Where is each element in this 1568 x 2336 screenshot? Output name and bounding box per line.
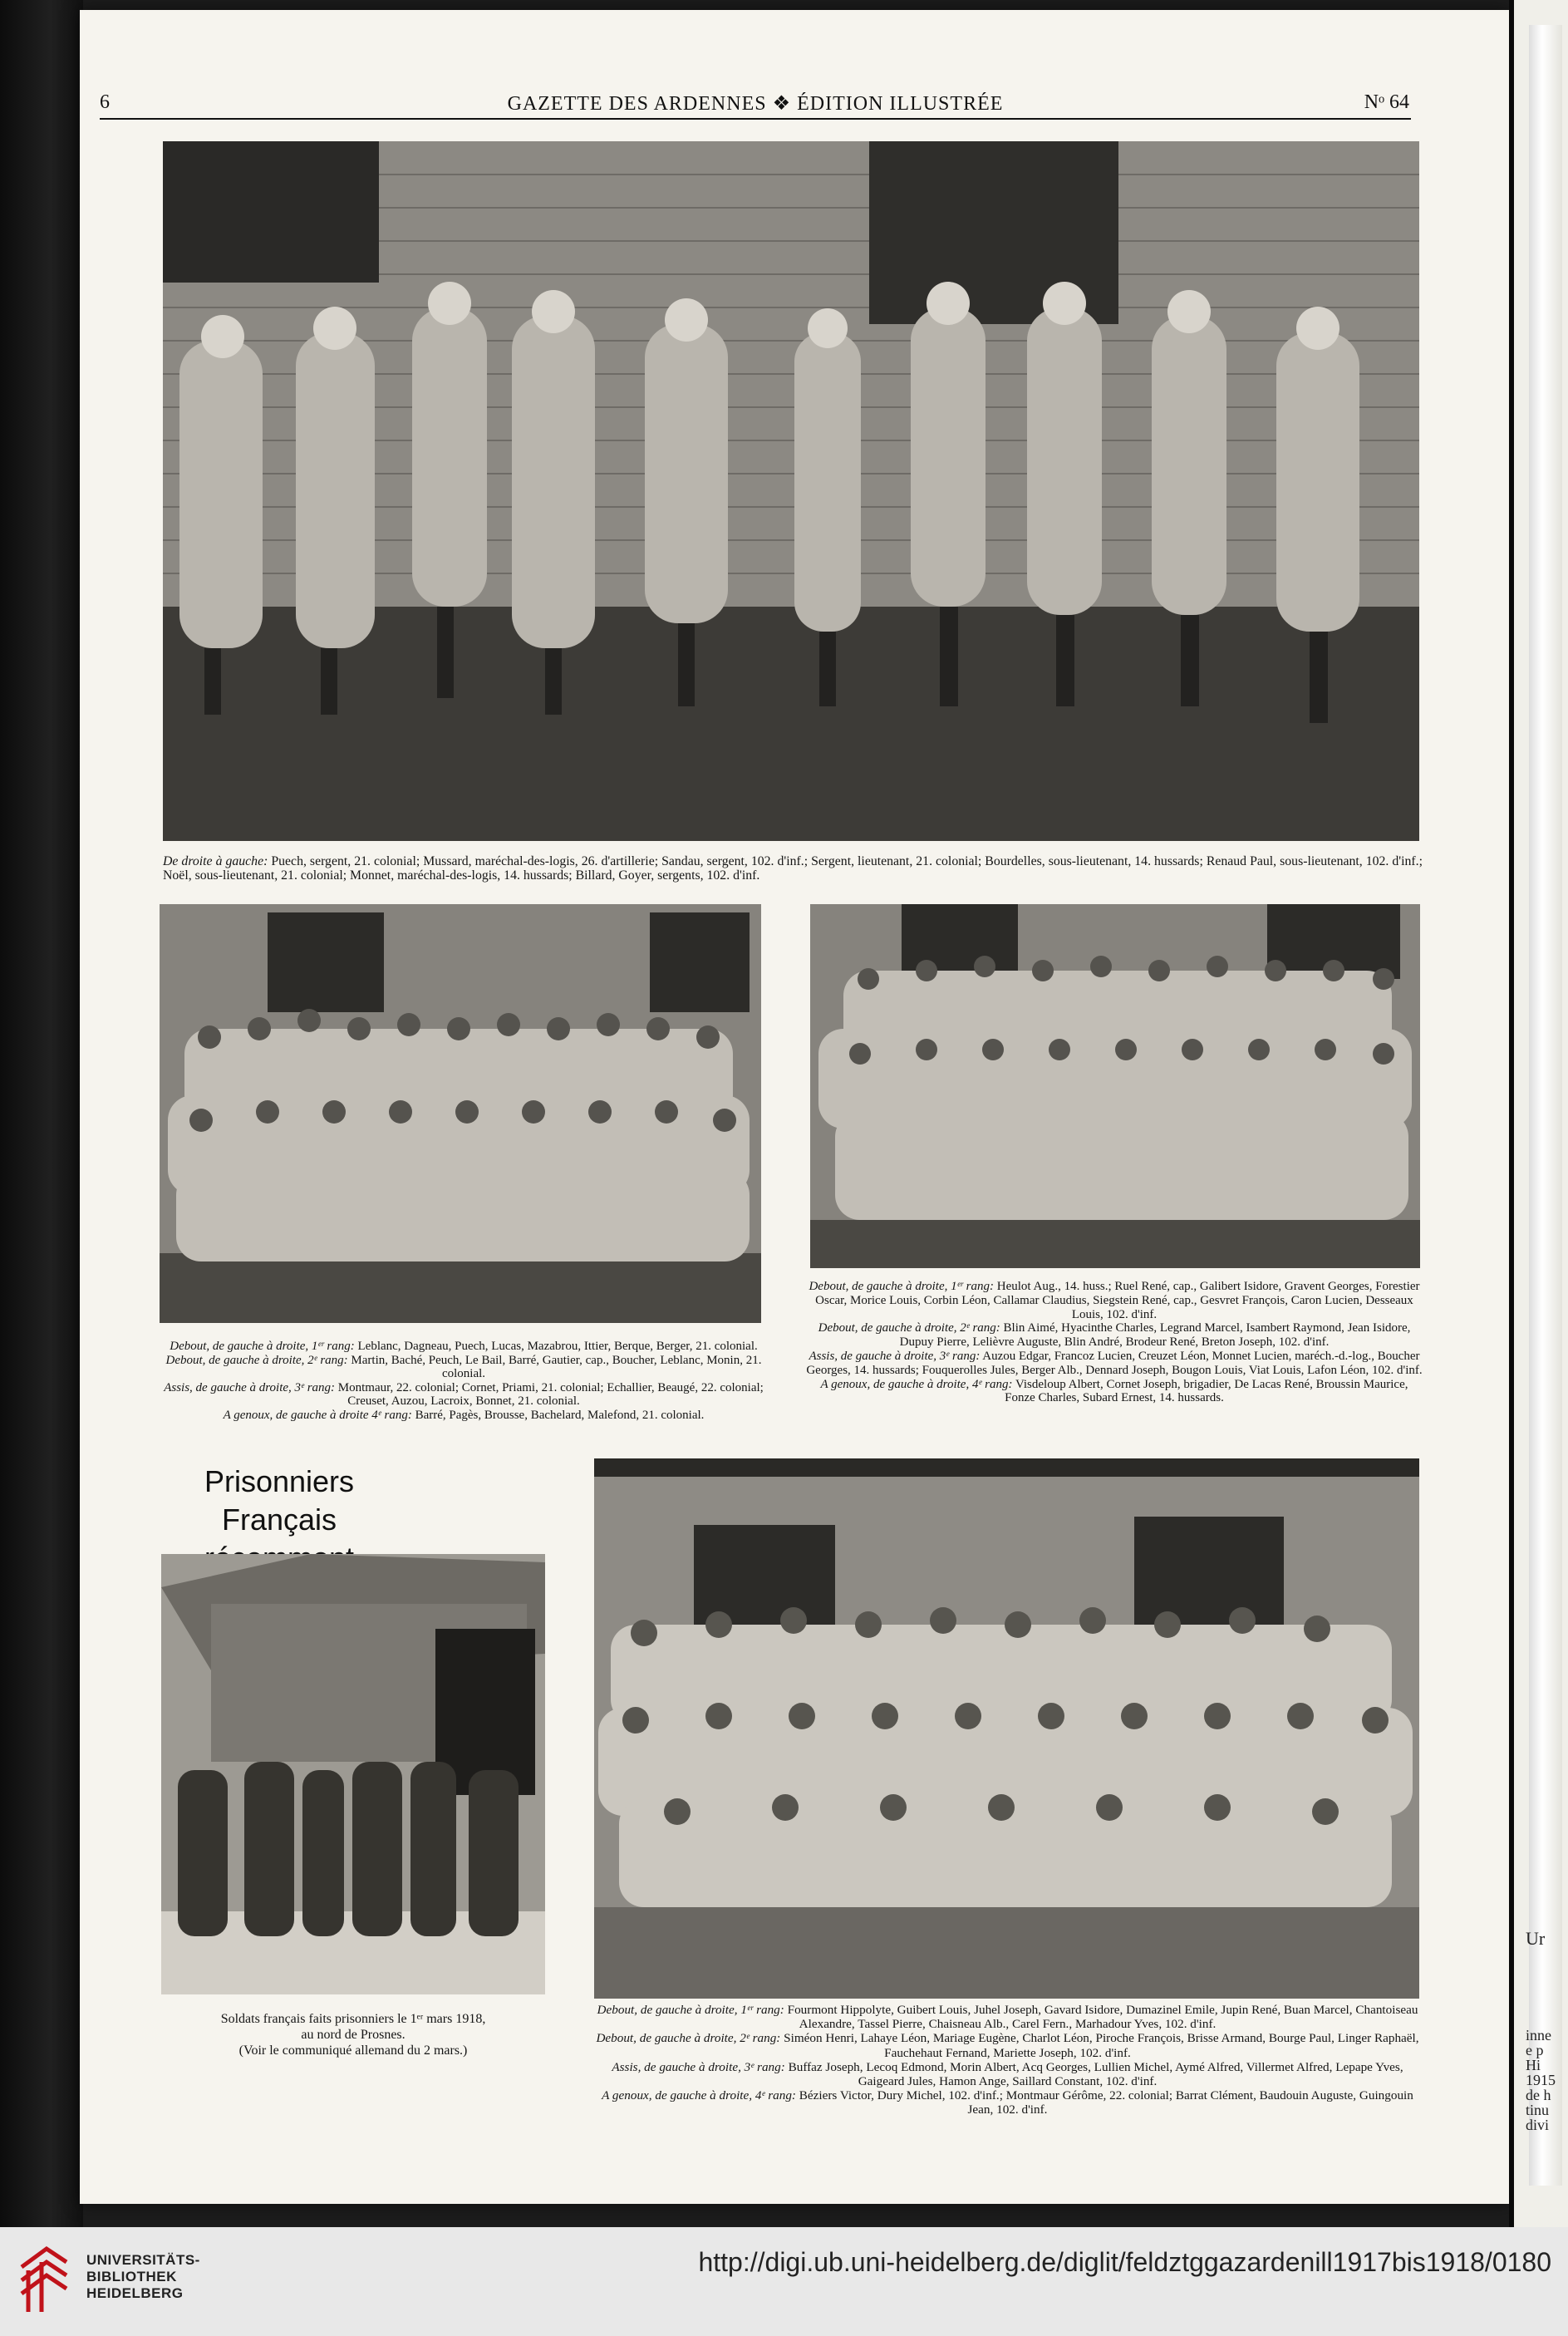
caption-lead: Debout, de gauche à droite, 2ᵉ rang: (596, 2031, 781, 2046)
caption-line: Soldats français faits prisonniers le 1ᵉʳ mars 1918, (220, 2012, 486, 2026)
caption-line (161, 1409, 766, 1423)
adjacent-page-fragment: Ur (1526, 1928, 1546, 1949)
caption-line: (Voir le communiqué allemand du 2 mars.) (238, 2043, 468, 2058)
caption-text: Barré, Pagès, Brousse, Bachelard, Malefond, 21. colonial. (411, 1408, 705, 1422)
middle-right-group-photo (810, 904, 1420, 1268)
caption-lead: A genoux, de gauche à droite, 4ᵉ rang: (820, 1377, 1013, 1391)
adjacent-page-fragment: inne (1526, 2027, 1551, 2043)
caption-lead: A genoux, de gauche à droite 4ᵉ rang: (223, 1408, 412, 1422)
caption-line (161, 1381, 766, 1409)
caption-lead: A genoux, de gauche à droite, 4ᵉ rang: (602, 2088, 796, 2103)
adjacent-page-fragment: tinu (1526, 2102, 1550, 2118)
top-group-photo (163, 141, 1419, 841)
scan-background-left (0, 0, 83, 2227)
adjacent-page-fragment: Hi (1526, 2057, 1541, 2073)
top-photo-caption (163, 854, 1423, 883)
page-number: 6 (100, 91, 110, 113)
adjacent-page-fragment: e p (1526, 2042, 1544, 2058)
bottom-right-group-photo (594, 1458, 1419, 1999)
caption-lead: Assis, de gauche à droite, 3ᵉ rang: (809, 1349, 981, 1363)
caption-text: Béziers Victor, Dury Michel, 102. d'inf.; Montmaur Gérôme, 22. colonial; Barrat Clément, Baudouin Auguste, Guingouin Jean, 102. d'inf. (795, 2088, 1413, 2117)
caption-line (594, 2003, 1421, 2031)
article-title-line: Prisonniers Français (204, 1464, 355, 1537)
adjacent-page-fragment: de h (1526, 2087, 1551, 2103)
library-name-line: HEIDELBERG (86, 2285, 184, 2301)
caption-text: Blin Aimé, Hyacinthe Charles, Legrand Marcel, Isambert Raymond, Jean Isidore, Dupuy Pierre, Lelièvre Auguste, Blin André, Brodeur René, Breton Joseph, 102. d'inf. (899, 1321, 1411, 1350)
library-name-line: UNIVERSITÄTS- (86, 2252, 200, 2268)
caption-line (806, 1280, 1423, 1321)
page-header (100, 81, 1411, 120)
caption-text: Fourmont Hippolyte, Guibert Louis, Juhel Joseph, Gavard Isidore, Dumazinel Emile, Jupin René, Buan Marcel, Chantoiseau Alexandre, Tassel Pierre, Chaisneau Alb., Carel Fern., Marhadour Yves, 102. d'inf. (784, 2003, 1418, 2032)
caption-text: Siméon Henri, Lahaye Léon, Mariage Eugène, Charlot Léon, Piroche François, Brisse Armand, Bourge Paul, Linger Raphaël, Fauchehaut Fernand, Mariette Joseph, 102. d'inf. (780, 2031, 1419, 2060)
source-url-link[interactable]: http://digi.ub.uni-heidelberg.de/diglit/feldztggazardenill1917bis1918/0180 (698, 2247, 1551, 2277)
caption-line (594, 2031, 1421, 2059)
caption-line: au nord de Prosnes. (301, 2028, 406, 2042)
library-footer (0, 2227, 1568, 2336)
bottom-left-group-photo (161, 1554, 545, 1994)
caption-lead: Debout, de gauche à droite, 1ᵉʳ rang: (597, 2003, 784, 2017)
issue-number: Nᵒ 64 (1364, 91, 1409, 113)
caption-text: Leblanc, Dagneau, Puech, Lucas, Mazabrou, Ittier, Berque, Berger, 21. colonial. (354, 1340, 758, 1353)
caption-text: Visdeloup Albert, Cornet Joseph, brigadier, De Lacas René, Broussin Maurice, Fonze Charles, Subard Ernest, 14. hussards. (1005, 1377, 1408, 1405)
caption-line (806, 1350, 1423, 1378)
caption-line (594, 2088, 1421, 2117)
university-library-logo-icon[interactable] (17, 2242, 71, 2319)
bottom-left-caption (161, 2011, 545, 2058)
caption-text: Martin, Baché, Peuch, Le Bail, Barré, Gautier, cap., Boucher, Leblanc, Monin, 21. colonial. (347, 1353, 762, 1381)
caption-text: Auzou Edgar, Francoz Lucien, Creuzet Léon, Monnet Lucien, maréch.-d.-log., Boucher Georges, 14. hussards; Fouquerolles Jules, Berger Alb., Dennard Joseph, Bougon Louis, Viat Louis, Lafon Léon, 102. d'inf. (806, 1349, 1423, 1377)
page-edge (1529, 25, 1562, 2186)
middle-right-caption (806, 1280, 1423, 1405)
adjacent-page-fragment: divi (1526, 2117, 1550, 2133)
caption-line (594, 2060, 1421, 2088)
adjacent-page-fragment: 1915 (1526, 2072, 1556, 2088)
caption-lead: Debout, de gauche à droite, 2ᵉ rang: (165, 1353, 348, 1367)
bottom-right-caption (594, 2003, 1421, 2117)
caption-text: Buffaz Joseph, Lecoq Edmond, Morin Albert, Acq Georges, Lullien Michel, Aymé Alfred, Villermet Alfred, Lepape Yves, Gaigeard Jules, Hamon Ange, Saillard Constant, 102. d'inf. (784, 2059, 1403, 2089)
caption-line (161, 1340, 766, 1354)
publication-title: GAZETTE DES ARDENNES ❖ ÉDITION ILLUSTRÉE (507, 93, 1004, 115)
caption-lead: Assis, de gauche à droite, 3ᵉ rang: (612, 2059, 785, 2074)
caption-text: Montmaur, 22. colonial; Cornet, Priami, 21. colonial; Echallier, Beaugé, 22. colonial; Creuset, Auzou, Lacroix, Bonnet, 21. colonial. (335, 1380, 764, 1409)
library-name (86, 2252, 200, 2302)
caption-lead: Debout, de gauche à droite, 1ᵉʳ rang: (170, 1340, 355, 1353)
caption-line (806, 1321, 1423, 1350)
caption-line (161, 1354, 766, 1381)
caption-text: Heulot Aug., 14. huss.; Ruel René, cap., Galibert Isidore, Gravent Georges, Forestier Oscar, Morice Louis, Corbin Léon, Callamar Claudius, Siegstein René, cap., Gesvret François, Caron Lucien, Desseaux Louis, 102. d'inf. (815, 1280, 1420, 1321)
caption-lead: Debout, de gauche à droite, 2ᵉ rang: (818, 1321, 1000, 1335)
library-name-line: BIBLIOTHEK (86, 2269, 177, 2284)
caption-lead: Assis, de gauche à droite, 3ᵉ rang: (164, 1380, 336, 1394)
caption-text: Puech, sergent, 21. colonial; Mussard, maréchal-des-logis, 26. d'artillerie; Sandau, sergent, 102. d'inf.; Sergent, lieutenant, 21. colonial; Bourdelles, sous-lieutenant, 14. hussards; Renaud Paul, sous-lieutenant, 102. d'inf.; Noël, sous-lieutenant, 21. colonial; Monnet, maréchal-des-logis, 14. hussards; Billard, Goyer, sergents, 102. d'inf. (163, 854, 1423, 883)
middle-left-caption (161, 1340, 766, 1423)
caption-line (806, 1378, 1423, 1406)
adjacent-page-edge (1509, 0, 1568, 2227)
caption-lead: De droite à gauche: (163, 854, 268, 868)
middle-left-group-photo (160, 904, 761, 1323)
caption-lead: Debout, de gauche à droite, 1ᵉʳ rang: (809, 1280, 994, 1293)
